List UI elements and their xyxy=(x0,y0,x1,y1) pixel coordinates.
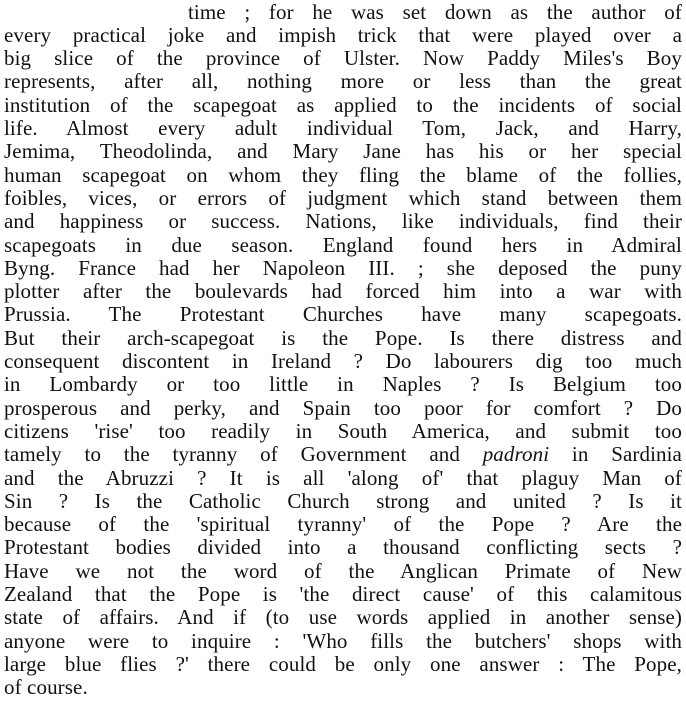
text-line-19: citizens 'rise' too readily in South America, and submit too xyxy=(4,419,682,443)
text-line-22: Sin ? Is the Catholic Church strong and united ? Is it xyxy=(4,489,682,513)
text-line-25: Have we not the word of the Anglican Primate of New xyxy=(4,559,682,583)
text-line-6: life. Almost every adult individual Tom, Jack, and Harry, xyxy=(4,116,682,140)
text-line-29: large blue flies ?' there could be only one answer : The Pope, xyxy=(4,652,682,676)
text-line-20 xyxy=(4,442,682,466)
text-line-18: prosperous and perky, and Spain too poor for comfort ? Do xyxy=(4,396,682,420)
text-line-17: in Lombardy or too little in Naples ? Is Belgium too xyxy=(4,372,682,396)
text-line-12: Byng. France had her Napoleon III. ; she deposed the puny xyxy=(4,256,682,280)
text-line-24: Protestant bodies divided into a thousand conflicting sects ? xyxy=(4,535,682,559)
text-line-2: every practical joke and impish trick that were played over a xyxy=(4,23,682,47)
text-line-28: anyone were to inquire : 'Who fills the butchers' shops with xyxy=(4,629,682,653)
text-line-16: consequent discontent in Ireland ? Do labourers dig too much xyxy=(4,349,682,373)
text-line-7: Jemima, Theodolinda, and Mary Jane has his or her special xyxy=(4,139,682,163)
text-run: tamely to the tyranny of Government and xyxy=(4,442,483,466)
text-line-30: of course. xyxy=(4,675,88,699)
text-line-4: represents, after all, nothing more or less than the great xyxy=(4,69,682,93)
text-line-14: Prussia. The Protestant Churches have many scapegoats. xyxy=(4,302,682,326)
text-line-23: because of the 'spiritual tyranny' of the Pope ? Are the xyxy=(4,512,682,536)
italic-word-padroni: padroni xyxy=(482,442,550,466)
text-line-27: state of affairs. And if (to use words applied in another sense) xyxy=(4,605,682,629)
text-line-9: foibles, vices, or errors of judgment which stand between them xyxy=(4,186,682,210)
text-line-8: human scapegoat on whom they fling the blame of the follies, xyxy=(4,163,682,187)
text-line-26: Zealand that the Pope is 'the direct cause' of this calamitous xyxy=(4,582,682,606)
text-line-10: and happiness or success. Nations, like individuals, find their xyxy=(4,209,682,233)
text-line-3: big slice of the province of Ulster. Now Paddy Miles's Boy xyxy=(4,46,682,70)
text-line-21: and the Abruzzi ? It is all 'along of' that plaguy Man of xyxy=(4,466,682,490)
text-line-11: scapegoats in due season. England found hers in Admiral xyxy=(4,233,682,257)
text-line-13: plotter after the boulevards had forced him into a war with xyxy=(4,279,682,303)
text-line-15: But their arch-scapegoat is the Pope. Is there distress and xyxy=(4,326,682,350)
text-run: in Sardinia xyxy=(549,442,682,466)
text-line-5: institution of the scapegoat as applied to the incidents of social xyxy=(4,93,682,117)
text-line-1: time ; for he was set down as the author of xyxy=(188,0,682,24)
